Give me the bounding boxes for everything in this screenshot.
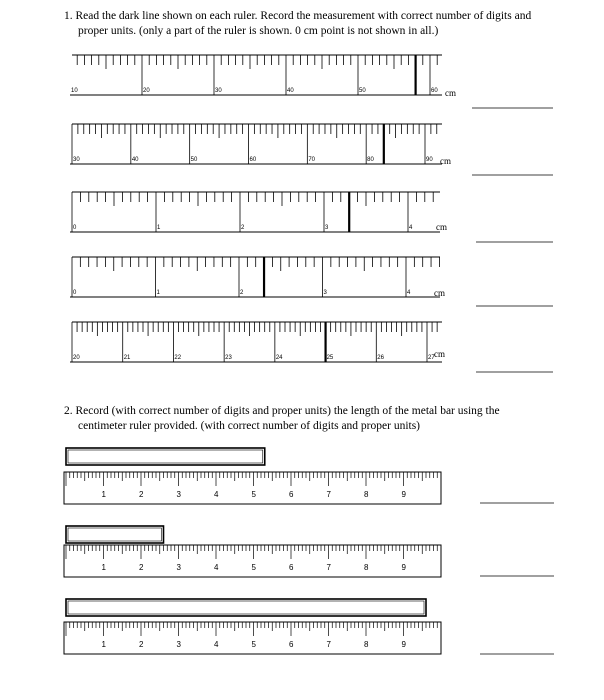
cm-label: 2 (139, 563, 144, 572)
cm-label: 1 (101, 490, 106, 499)
tick-label: 60 (249, 157, 257, 163)
metal-bar (66, 526, 164, 543)
tick-label: 50 (190, 157, 198, 163)
tick-label: 3 (325, 225, 329, 231)
cm-label: 4 (214, 563, 219, 572)
tick-label: 24 (275, 355, 283, 361)
tick-label: 10 (71, 88, 78, 94)
tick-label: 27 (428, 355, 435, 361)
tick-label: 22 (174, 355, 182, 361)
tick-label: 23 (225, 355, 232, 361)
unit-label: cm (440, 156, 451, 166)
question-2-line-1: 2. Record (with correct number of digits and proper units) the length of the metal bar using the (64, 405, 500, 417)
tick-label: 50 (359, 88, 366, 94)
ruler-1 (70, 55, 553, 108)
cm-label: 8 (364, 490, 369, 499)
tick-label: 90 (426, 157, 433, 163)
metal-bar (66, 599, 426, 616)
unit-label: cm (445, 88, 456, 98)
cm-label: 6 (289, 563, 294, 572)
unit-label: cm (434, 349, 445, 359)
cm-label: 2 (139, 490, 144, 499)
tick-label: 2 (241, 225, 245, 231)
metal-bar-problem-3 (64, 599, 554, 654)
cm-label: 2 (139, 640, 144, 649)
cm-label: 9 (401, 640, 406, 649)
cm-label: 6 (289, 640, 294, 649)
unit-label: cm (436, 222, 447, 232)
cm-label: 3 (176, 640, 181, 649)
tick-label: 21 (123, 355, 131, 361)
tick-label: 4 (407, 290, 411, 296)
cm-label: 4 (214, 640, 219, 649)
cm-label: 1 (101, 563, 106, 572)
tick-label: 4 (409, 225, 413, 231)
ruler-3 (70, 192, 553, 242)
cm-label: 6 (289, 490, 294, 499)
metal-bar (66, 448, 265, 465)
cm-label: 7 (326, 640, 331, 649)
tick-label: 26 (377, 355, 384, 361)
unit-label: cm (434, 288, 445, 298)
cm-label: 8 (364, 640, 369, 649)
ruler-2 (70, 124, 553, 175)
question-2-line-2: centimeter ruler provided. (with correct number of digits and proper units) (78, 420, 421, 432)
cm-label: 5 (251, 640, 256, 649)
cm-label: 7 (326, 563, 331, 572)
tick-label: 20 (143, 88, 150, 94)
cm-label: 1 (101, 640, 106, 649)
tick-label: 30 (215, 88, 222, 94)
tick-label: 2 (240, 290, 244, 296)
cm-label: 5 (251, 490, 256, 499)
cm-label: 5 (251, 563, 256, 572)
question-1-line-2: proper units. (only a part of the ruler is shown. 0 cm point is not shown in all.) (78, 25, 439, 37)
cm-label: 9 (401, 490, 406, 499)
cm-label: 7 (326, 490, 331, 499)
tick-label: 1 (157, 225, 161, 231)
tick-label: 3 (323, 290, 327, 296)
cm-label: 3 (176, 563, 181, 572)
metal-bar-problem-2 (64, 526, 554, 577)
tick-label: 0 (73, 225, 77, 231)
tick-label: 80 (367, 157, 374, 163)
cm-label: 3 (176, 490, 181, 499)
ruler-5 (70, 322, 553, 372)
cm-label: 4 (214, 490, 219, 499)
tick-label: 1 (156, 290, 160, 296)
question-1-line-1: 1. Read the dark line shown on each ruler. Record the measurement with correct number of digits and (64, 10, 532, 22)
tick-label: 20 (73, 355, 80, 361)
tick-label: 25 (326, 355, 334, 361)
tick-label: 70 (308, 157, 316, 163)
ruler-4 (70, 257, 553, 306)
cm-label: 8 (364, 563, 369, 572)
tick-label: 60 (431, 88, 438, 94)
metal-bar-problem-1 (64, 448, 554, 504)
tick-label: 0 (73, 290, 77, 296)
cm-label: 9 (401, 563, 406, 572)
tick-label: 30 (73, 157, 80, 163)
tick-label: 40 (287, 88, 294, 94)
tick-label: 40 (131, 157, 139, 163)
